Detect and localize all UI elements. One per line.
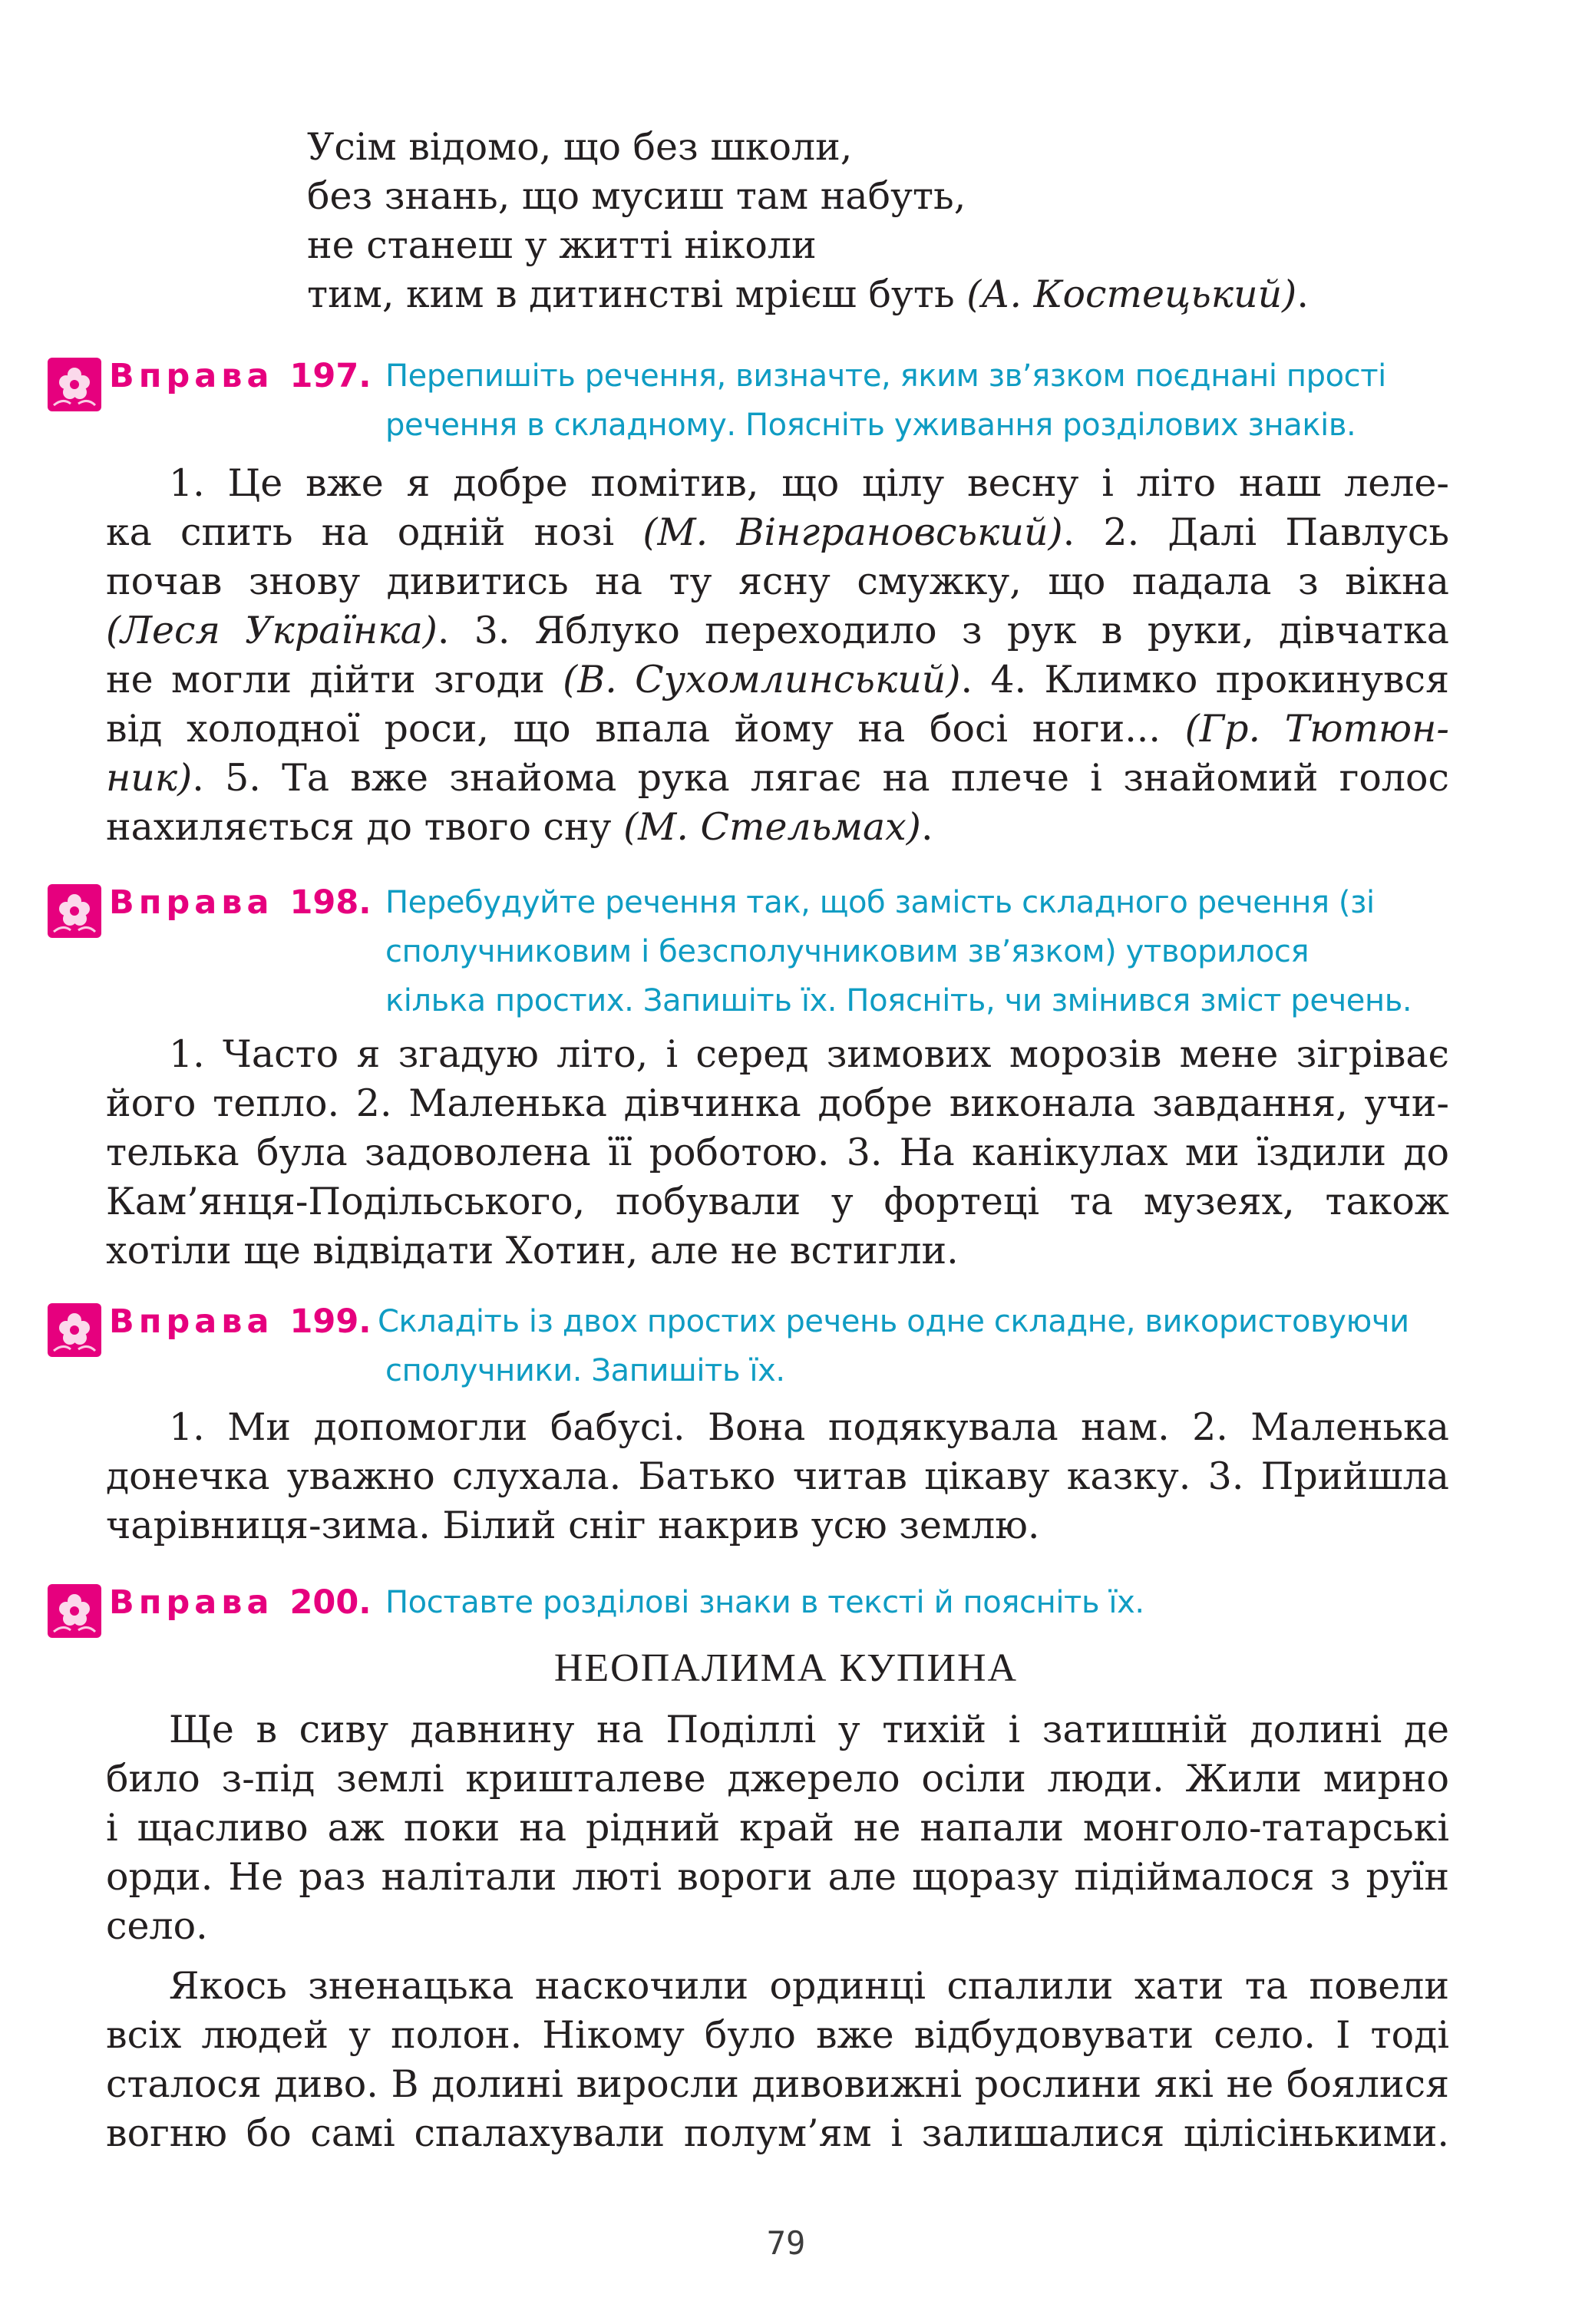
poem-line: Усім відомо, що без школи,	[307, 125, 853, 169]
exercise-199-text: 1. Ми допомогли бабусі. Вона подякувала нам. 2. Маленька донечка уважно слухала. Батько читав цікаву казку. 3. Прийшла чарівниця-зима. Білий сніг накрив усю землю.	[106, 1405, 1449, 1547]
exercise-task: Перебудуйте речення так, щоб замість складного речення (зі сполучниковим і безсполучниковим зв’язком) утворилося кілька простих. Запишіть їх. Поясніть, чи змінився зміст речень.	[385, 885, 1412, 1018]
poem-line: без знань, що мусиш там набуть,	[307, 174, 966, 218]
exercise-label: Вправа 198.	[109, 883, 372, 922]
exercise-label: Вправа 197.	[109, 357, 372, 395]
poem-line: не станеш у житті ніколи	[307, 223, 817, 267]
flower-icon	[48, 1584, 101, 1638]
flower-icon	[48, 358, 101, 411]
exercise-199-header	[48, 1297, 1498, 1395]
exercise-label: Вправа 200.	[109, 1583, 372, 1622]
story-paragraph: Якось зненацька наскочили ординці спалили хати та повели всіх людей у полон. Нікому було вже відбудовувати село. І тоді сталося диво. В долині виросли дивовижні рослини які не боялися вогню бо самі спалахували полум’ям і залишалися цілісінькими.	[106, 1964, 1449, 2155]
exercise-label: Вправа 199.	[109, 1302, 372, 1341]
exercise-200-header	[48, 1578, 1498, 1627]
poem-line-text: тим, ким в дитинстві мрієш буть	[307, 272, 955, 316]
poem-author: (А. Костецький)	[966, 272, 1297, 316]
exercise-task: Складіть із двох простих речень одне складне, використовуючи сполучники. Запишіть їх.	[378, 1304, 1409, 1388]
flower-icon	[48, 1303, 101, 1357]
exercise-197-text: 1. Це вже я добре помітив, що цілу весну і літо наш леле- ка спить на одній нозі (М. Вінграновський). 2. Далі Павлусь почав знову дивитись на ту ясну смужку, що падала з вікна (Леся Українка). 3. Яблуко переходило з рук в руки, дівчатка не могли дійти згоди (В. Сухомлинський). 4. Климко прокинувся від холодної роси, що впала йому на босі ноги... (Гр. Тютюн- ник). 5. Та вже знайома рука лягає на плече і знайомий голос нахиляється до твого сну (М. Стельмах).	[106, 461, 1450, 849]
exercise-task: Перепишіть речення, визначте, яким зв’язком поєднані прості речення в складному. Поясніть уживання розділових знаків.	[385, 358, 1386, 443]
poem-line: тим, ким в дитинстві мрієш буть (А. Костецький).	[307, 272, 1309, 316]
story-title: НЕОПАЛИМА КУПИНА	[553, 1646, 1019, 1690]
exercise-198-header	[48, 878, 1498, 1025]
page-number: 79	[766, 2224, 806, 2262]
exercise-198-text: 1. Часто я згадую літо, і серед зимових морозів мене зігріває його тепло. 2. Маленька дівчинка добре виконала завдання, учи- телька була задоволена її роботою. 3. На канікулах ми їздили до Кам’янця-Подільського, побували у фортеці та музеях, також хотіли ще відвідати Хотин, але не встигли.	[106, 1032, 1449, 1273]
flower-icon	[48, 884, 101, 938]
poem	[307, 123, 1309, 319]
exercise-task: Поставте розділові знаки в тексті й поясніть їх.	[385, 1585, 1144, 1620]
exercise-197-header	[48, 352, 1498, 450]
story-paragraph: Ще в сиву давнину на Поділлі у тихій і затишній долині де било з-під землі кришталеве джерело осіли люди. Жили мирно і щасливо аж поки на рідний край не напали монголо-татарські орди. Не раз налітали люті вороги але щоразу підіймалося з руїн село.	[106, 1708, 1449, 1948]
